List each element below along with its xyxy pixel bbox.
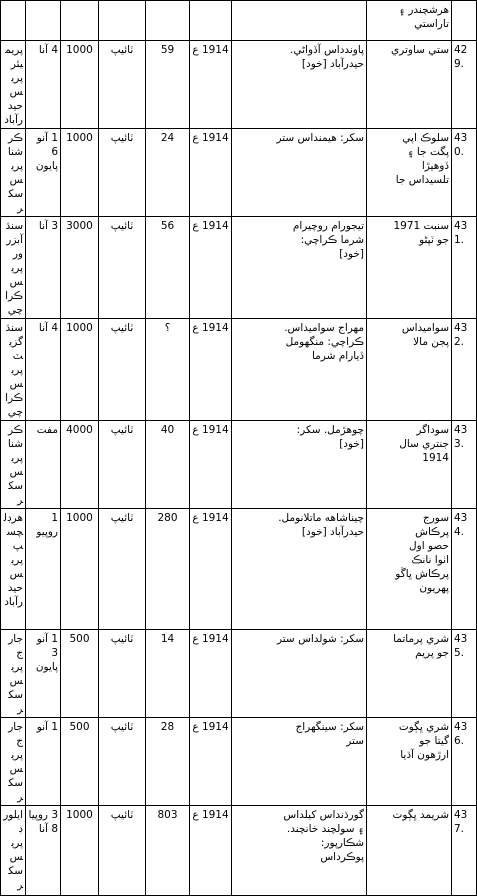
table-row <box>1 319 477 421</box>
pages-text: ؟ <box>164 322 171 334</box>
pages-cell <box>146 319 190 421</box>
table-row <box>1 806 477 896</box>
pages-cell <box>146 806 190 896</box>
author-text: مهراج سواميداس. ڪراچي: منگهومل ڏيارام شرما <box>284 322 364 362</box>
copies-cell <box>61 509 99 630</box>
author-text: گورڌنداس کيلداس ۽ سولچند خانچند. شڪارپور: پوڪرداس <box>283 809 364 863</box>
copies-cell <box>61 319 99 421</box>
type-cell <box>99 630 146 718</box>
year-cell <box>190 806 232 896</box>
title-cell <box>367 509 452 630</box>
pages-cell <box>146 630 190 718</box>
press-cell <box>1 421 26 509</box>
title-cell <box>367 1 452 41</box>
price-text: 4 آنا <box>38 322 58 334</box>
author-text: چوهڙمل. سکر: [خود] <box>296 424 364 450</box>
author-cell <box>232 217 367 319</box>
title-text: هرشچندر ۽ تاراستي <box>398 4 449 30</box>
author-cell <box>232 1 367 41</box>
price-text: 1 روپيو <box>36 512 58 538</box>
title-cell <box>367 421 452 509</box>
pages-cell <box>146 129 190 217</box>
number-text: 430. <box>454 132 468 158</box>
price-cell <box>26 509 61 630</box>
press-cell <box>1 217 26 319</box>
title-text: شريمد ڀڳوت <box>392 809 449 821</box>
copies-cell <box>61 217 99 319</box>
pages-cell <box>146 421 190 509</box>
title-cell <box>367 718 452 806</box>
table-row <box>1 129 477 217</box>
table-row <box>1 421 477 509</box>
pages-text: 59 <box>160 44 175 56</box>
author-cell <box>232 509 367 630</box>
year-cell <box>190 129 232 217</box>
type-cell <box>99 129 146 217</box>
number-cell <box>452 421 477 509</box>
year-cell <box>190 41 232 129</box>
type-text: ٽائيپ <box>110 512 134 524</box>
author-cell <box>232 630 367 718</box>
number-text: 434. <box>454 512 468 538</box>
author-cell <box>232 718 367 806</box>
type-text: ٽائيپ <box>110 633 134 645</box>
pages-cell <box>146 509 190 630</box>
type-cell <box>99 718 146 806</box>
copies-text: 500 <box>69 633 90 645</box>
title-cell <box>367 129 452 217</box>
copies-cell <box>61 1 99 41</box>
year-text: 1914 ع <box>192 809 229 821</box>
type-text: ٽائيپ <box>110 44 134 56</box>
year-text: 1914 ع <box>192 220 229 232</box>
press-cell <box>1 41 26 129</box>
copies-cell <box>61 421 99 509</box>
press-cell <box>1 1 26 41</box>
title-text: ستي ساوتري <box>390 44 449 56</box>
table-row <box>1 509 477 630</box>
year-text: 1914 ع <box>192 132 229 144</box>
price-text: 1 آنو 6 پايون <box>35 132 58 172</box>
copies-text: 1000 <box>66 132 93 144</box>
press-text: پريميئر پريس حيدرآباد <box>4 44 23 126</box>
year-text: 1914 ع <box>192 721 229 733</box>
press-text: سنڌ آبزرور پريس ڪراچي <box>5 220 23 316</box>
year-cell <box>190 217 232 319</box>
press-text: ايلورڊ پريس سکر <box>3 809 23 891</box>
pages-text: 56 <box>160 220 175 232</box>
title-text: سلوڪ اپي پگت جا ۽ ڏوهيڙا تلسيداس جا <box>395 132 449 186</box>
title-text: سنبت 1971 جو ٽپڻو <box>393 220 449 246</box>
type-text: ٽائيپ <box>110 721 134 733</box>
year-cell <box>190 319 232 421</box>
author-text: تيجورام روچيرام شرما ڪراچي: [خود] <box>292 220 364 260</box>
title-text: سواميداس پجن مالا <box>401 322 449 348</box>
press-text: سنڌ گزيٽ پريس ڪراچي <box>5 322 23 418</box>
number-cell <box>452 41 477 129</box>
type-cell <box>99 806 146 896</box>
author-cell <box>232 129 367 217</box>
press-cell <box>1 718 26 806</box>
press-cell <box>1 319 26 421</box>
type-text: ٽائيپ <box>110 322 134 334</box>
table-row <box>1 718 477 806</box>
number-cell <box>452 718 477 806</box>
price-cell <box>26 41 61 129</box>
table-row <box>1 630 477 718</box>
copies-text: 1000 <box>66 322 93 334</box>
pages-text: 40 <box>160 424 175 436</box>
price-text: 1 آنو <box>36 721 58 733</box>
pages-text: 14 <box>160 633 175 645</box>
type-cell <box>99 41 146 129</box>
price-text: 4 آنا <box>38 44 58 56</box>
year-cell <box>190 509 232 630</box>
copies-cell <box>61 129 99 217</box>
price-cell <box>26 129 61 217</box>
author-cell <box>232 41 367 129</box>
press-cell <box>1 129 26 217</box>
price-text: 3 روپيا 8 آنا <box>28 809 58 835</box>
type-cell <box>99 1 146 41</box>
price-cell <box>26 217 61 319</box>
copies-cell <box>61 718 99 806</box>
number-cell <box>452 217 477 319</box>
press-cell <box>1 806 26 896</box>
press-text: هرڊلچسپ پريس حيدرآباد <box>3 512 23 608</box>
price-cell <box>26 421 61 509</box>
type-text: ٽائيپ <box>110 809 134 821</box>
number-text: 435. <box>454 633 468 659</box>
price-cell <box>26 1 61 41</box>
number-text: 432. <box>454 322 468 348</box>
number-text: 437. <box>454 809 468 835</box>
price-cell <box>26 319 61 421</box>
title-cell <box>367 41 452 129</box>
press-text: جارج پريس سکر <box>8 721 23 803</box>
number-text: 431. <box>454 220 468 246</box>
number-cell <box>452 806 477 896</box>
title-text: شري ڀڳوت گيتا جو ارڙهون آڌيا <box>398 721 449 761</box>
price-text: 1 آنو 3 پايون <box>35 633 58 673</box>
author-text: چيناشاهه ماتلانومل. حيدرآباد [خود] <box>278 512 364 538</box>
title-text: سوداگر جنتري سال 1914 <box>399 424 449 464</box>
copies-text: 3000 <box>66 220 93 232</box>
press-text: جارج پريس سکر <box>8 633 23 715</box>
author-text: پاوندداس آڏواڻي. حيدرآباد [خود] <box>290 44 364 70</box>
type-cell <box>99 217 146 319</box>
copies-text: 500 <box>69 721 90 733</box>
title-text: سورج پرڪاش حصو اول اٺوا نانڪ پرڪاش ڀاڱو پهريون <box>395 512 449 594</box>
year-text: 1914 ع <box>192 322 229 334</box>
table-row <box>1 41 477 129</box>
year-cell <box>190 1 232 41</box>
year-text: 1914 ع <box>192 633 229 645</box>
price-text: 3 آنا <box>38 220 58 232</box>
number-cell <box>452 1 477 41</box>
pages-cell <box>146 217 190 319</box>
table-row <box>1 217 477 319</box>
pages-text: 24 <box>160 132 175 144</box>
author-cell <box>232 319 367 421</box>
title-cell <box>367 630 452 718</box>
type-cell <box>99 421 146 509</box>
title-text: شري پرماتما جو پريم <box>393 633 449 659</box>
year-text: 1914 ع <box>192 44 229 56</box>
year-text: 1914 ع <box>192 512 229 524</box>
copies-text: 1000 <box>66 512 93 524</box>
type-text: ٽائيپ <box>110 132 134 144</box>
author-text: سکر: سينگهراج ستر <box>295 721 364 747</box>
title-cell <box>367 806 452 896</box>
number-text: 436. <box>454 721 468 747</box>
pages-cell <box>146 41 190 129</box>
press-text: ڪرشنا پريس سکر <box>7 424 23 506</box>
pages-text: 280 <box>157 512 178 524</box>
type-cell <box>99 319 146 421</box>
author-text: سکر: شولداس ستر <box>276 633 364 645</box>
pages-cell <box>146 1 190 41</box>
year-text: 1914 ع <box>192 424 229 436</box>
author-text: سکر: هيمنداس ستر <box>276 132 364 144</box>
type-text: ٽائيپ <box>110 220 134 232</box>
copies-text: 1000 <box>66 44 93 56</box>
number-cell <box>452 129 477 217</box>
press-cell <box>1 630 26 718</box>
type-cell <box>99 509 146 630</box>
price-cell <box>26 806 61 896</box>
year-cell <box>190 421 232 509</box>
table-row-fragment <box>1 1 477 41</box>
number-cell <box>452 319 477 421</box>
author-cell <box>232 806 367 896</box>
year-cell <box>190 630 232 718</box>
price-text: مفت <box>36 424 58 436</box>
number-text: 429. <box>454 44 468 70</box>
copies-text: 4000 <box>66 424 93 436</box>
press-cell <box>1 509 26 630</box>
year-cell <box>190 718 232 806</box>
title-cell <box>367 217 452 319</box>
copies-cell <box>61 630 99 718</box>
author-cell <box>232 421 367 509</box>
number-cell <box>452 630 477 718</box>
number-cell <box>452 509 477 630</box>
pages-text: 28 <box>160 721 175 733</box>
press-text: ڪرشنا پريس سکر <box>7 132 23 214</box>
number-text: 433. <box>454 424 468 450</box>
price-cell <box>26 718 61 806</box>
pages-text: 803 <box>157 809 178 821</box>
copies-cell <box>61 41 99 129</box>
price-cell <box>26 630 61 718</box>
copies-cell <box>61 806 99 896</box>
copies-text: 1000 <box>66 809 93 821</box>
pages-cell <box>146 718 190 806</box>
type-text: ٽائيپ <box>110 424 134 436</box>
title-cell <box>367 319 452 421</box>
